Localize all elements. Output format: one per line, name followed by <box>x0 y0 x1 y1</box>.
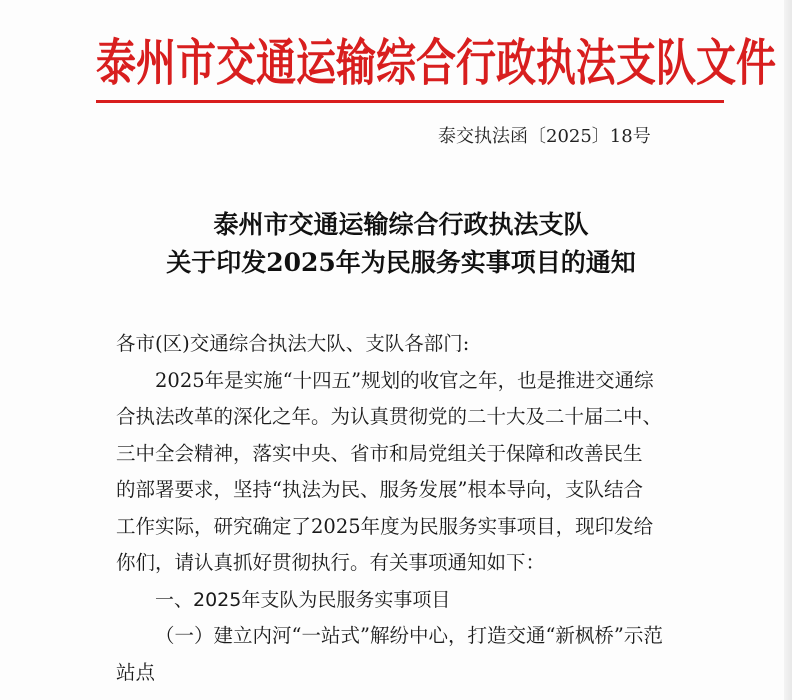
body-line: 合执法改革的深化之年。为认真贯彻党的二十大及二十届二中、 <box>116 405 663 428</box>
notice-title-line-1: 泰州市交通运输综合行政执法支队 <box>213 210 589 239</box>
notice-title <box>96 206 706 282</box>
notice-body <box>116 326 736 691</box>
issuer-header-title: 泰州市交通运输综合行政执法支队文件 <box>96 34 776 93</box>
body-line: 三中全会精神，落实中央、省市和局党组关于保障和改善民生 <box>116 441 643 465</box>
document-number: 泰交执法函〔2025〕18号 <box>438 126 651 147</box>
item-line: （一）建立内河“一站式”解纷中心，打造交通“新枫桥”示范 <box>155 624 663 647</box>
notice-title-line-2: 关于印发2025年为民服务实事项目的通知 <box>166 248 636 277</box>
body-line: 的部署要求，坚持“执法为民、服务发展”根本导向，支队结合 <box>116 478 643 501</box>
red-divider-line <box>96 100 724 103</box>
body-line: 你们，请认真抓好贯彻执行。有关事项通知如下： <box>116 551 546 574</box>
scan-edge <box>784 0 792 700</box>
item-line: 站点 <box>116 660 156 684</box>
body-line: 工作实际，研究确定了2025年度为民服务实事项目，现印发给 <box>116 514 654 538</box>
body-line: 2025年是实施“十四五”规划的收官之年，也是推进交通综 <box>155 368 654 392</box>
salutation: 各市(区)交通综合执法大队、支队各部门: <box>116 332 470 355</box>
section-heading-1: 一、2025年支队为民服务实事项目 <box>155 588 451 611</box>
